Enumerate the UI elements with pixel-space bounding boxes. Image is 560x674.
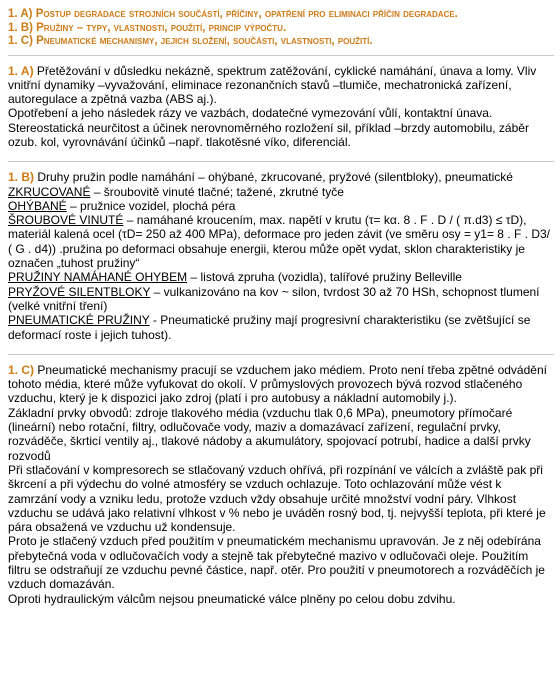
section-1c-text-1: Pneumatické mechanismy pracují se vzduchem jako médiem. Proto není třeba zpětné odvádění tohoto média, které může vyfukovat do okolí. V průmyslových provozech bývá rozvod stlačeného vzduchu, který je k dispozici jako zdroj (platí i pro autobusy a nákladní automobily j.).: [8, 362, 547, 406]
spring-ohybane-text: – pružnice vozidel, plochá péra: [66, 198, 236, 213]
section-1a-number: 1. A): [8, 63, 34, 78]
divider: [8, 354, 554, 355]
section-1c-paragraph-1: [8, 363, 554, 406]
spring-ohybem: [8, 270, 554, 284]
section-1b-intro-text: Druhy pružin podle namáhání – ohýbané, zkrucované, pryžové (silentbloky), pneumatické: [34, 170, 513, 185]
section-1c-number: 1. C): [8, 362, 35, 377]
section-1c-paragraph-5: Oproti hydraulickým válcům nejsou pneumatické válce plněny po celou dobu zdvihu.: [8, 591, 456, 606]
spring-pryzove-text: – vulkanizováno na kov ~ silon, tvrdost 30 až 70 HSh, schopnost tlumení (velké vnitřní tření): [8, 284, 540, 313]
spring-sroubove-text: – namáhané kroucením, max. napětí v krutu (τ= kα. 8 . F . D / ( π.d3) ≤ τD), materiál kalená ocel (τD= 250 až 400 MPa), deformace pro jeden závit (ve směru osy = y1= 8 . F . D3/ ( G . d4)) .pružina po deformaci obsahuje energii, kterou může opět vydat, sklon charakteristiky je označen „tuhost pružiny“: [8, 213, 550, 271]
spring-pneumaticke-label: PNEUMATICKÉ PRUŽINY: [8, 313, 150, 328]
section-1b-number: 1. B): [8, 170, 35, 185]
heading-1a: 1. A) Postup degradace strojních součástí, příčiny, opatření pro eliminaci příčin degradace.: [8, 8, 458, 20]
spring-ohybem-text: – listová zpruha (vozidla), talířové pružiny Belleville: [187, 270, 462, 285]
section-1a-paragraph-1: [8, 64, 554, 107]
headings-block: [8, 8, 554, 49]
heading-1c: 1. C) Pneumatické mechanismy, jejich složení, součásti, vlastnosti, použití.: [8, 35, 373, 47]
spring-zkrucovane: [8, 185, 554, 199]
spring-sroubove: [8, 213, 554, 270]
spring-zkrucovane-text: – šroubovitě vinuté tlačné; tažené, zkrutné tyče: [90, 184, 344, 199]
spring-ohybane: [8, 199, 554, 213]
spring-ohybem-label: PRUŽINY NAMÁHANÉ OHYBEM: [8, 270, 188, 285]
section-1b-intro: [8, 170, 554, 184]
spring-pryzove: [8, 285, 554, 314]
section-1a-text-1: Přetěžování v důsledku nekázně, spektrum zatěžování, cyklické namáhání, únava a lomy. Vliv vnitřní dynamiky –vyvažování, eliminace rezonančních stavů –tlumiče, mechatronická zařízení, autoregulace a zpětná vazba (ABS aj.).: [8, 63, 537, 107]
document-page: [8, 8, 554, 606]
spring-sroubove-label: ŠROUBOVÉ VINUTÉ: [8, 213, 124, 228]
spring-pryzove-label: PRYŽOVÉ SILENTBLOKY: [8, 284, 151, 299]
section-1c-paragraph-4: Proto je stlačený vzduch před použitím v pneumatickém mechanismu upravován. Je z něj odebírána přebytečná voda v odlučovačích vody a stejně tak přebytečné mazivo v odlučovači oleje. Použitím filtru se odstraňují ze vzduchu pevné částice, např. otěr. Pro použití v pneumotorech a rozváděčích je vzduch domazáván.: [8, 534, 545, 592]
section-1a: [8, 64, 554, 150]
spring-zkrucovane-label: ZKRUCOVANÉ: [8, 184, 91, 199]
divider: [8, 55, 554, 56]
spring-ohybane-label: OHÝBANÉ: [8, 198, 67, 213]
heading-1b: 1. B) Pružiny – typy, vlastnosti, použití, princip výpočtu.: [8, 21, 287, 34]
spring-pneumaticke: [8, 313, 554, 342]
section-1c: [8, 363, 554, 606]
section-1b: [8, 170, 554, 342]
spring-pneumaticke-text: - Pneumatické pružiny mají progresivní charakteristiku (se zvětšující se deformací roste i jejich tuhost).: [8, 313, 531, 342]
section-1c-paragraph-2: Základní prvky obvodů: zdroje tlakového média (vzduchu tlak 0,6 MPa), pneumotory přímočaré (lineární) nebo rotační, filtry, odlučovače vody, maziv a domazávací zařízení, regulační prvky, rozváděče, škrticí ventily aj., tlakové nádoby a akumulátory, spojovací potrubí, hadice a další prvky rozvodů: [8, 405, 531, 463]
section-1a-paragraph-2: Opotřebení a jeho následek rázy ve vazbách, dodatečné vymezování vůlí, kontaktní únava.: [8, 106, 493, 121]
section-1a-paragraph-3: Stereostatická neurčitost a účinek nerovnoměrného rozložení sil, příklad –brzdy automobilu, záběr ozub. kol, vyrovnávání účinků –např. tlakotěsné víko, diferenciál.: [8, 120, 529, 149]
section-1c-paragraph-3: Při stlačování v kompresorech se stlačovaný vzduch ohřívá, při rozpínání ve válcích a zvláště pak při škrcení a při výdechu do volné atmosféry se vzduch ochlazuje. Toto ochlazování může vést k zamrzání vody a vzniku ledu, protože vzduch vždy obsahuje určité množství vodní páry. Vlhkost vzduchu se udává jako relativní vlhkost v % nebo je uváděn rosný bod, tj. nejvyšší teplota, při které je pára obsažená ve vzduchu už kondensuje.: [8, 462, 546, 535]
divider: [8, 161, 554, 162]
